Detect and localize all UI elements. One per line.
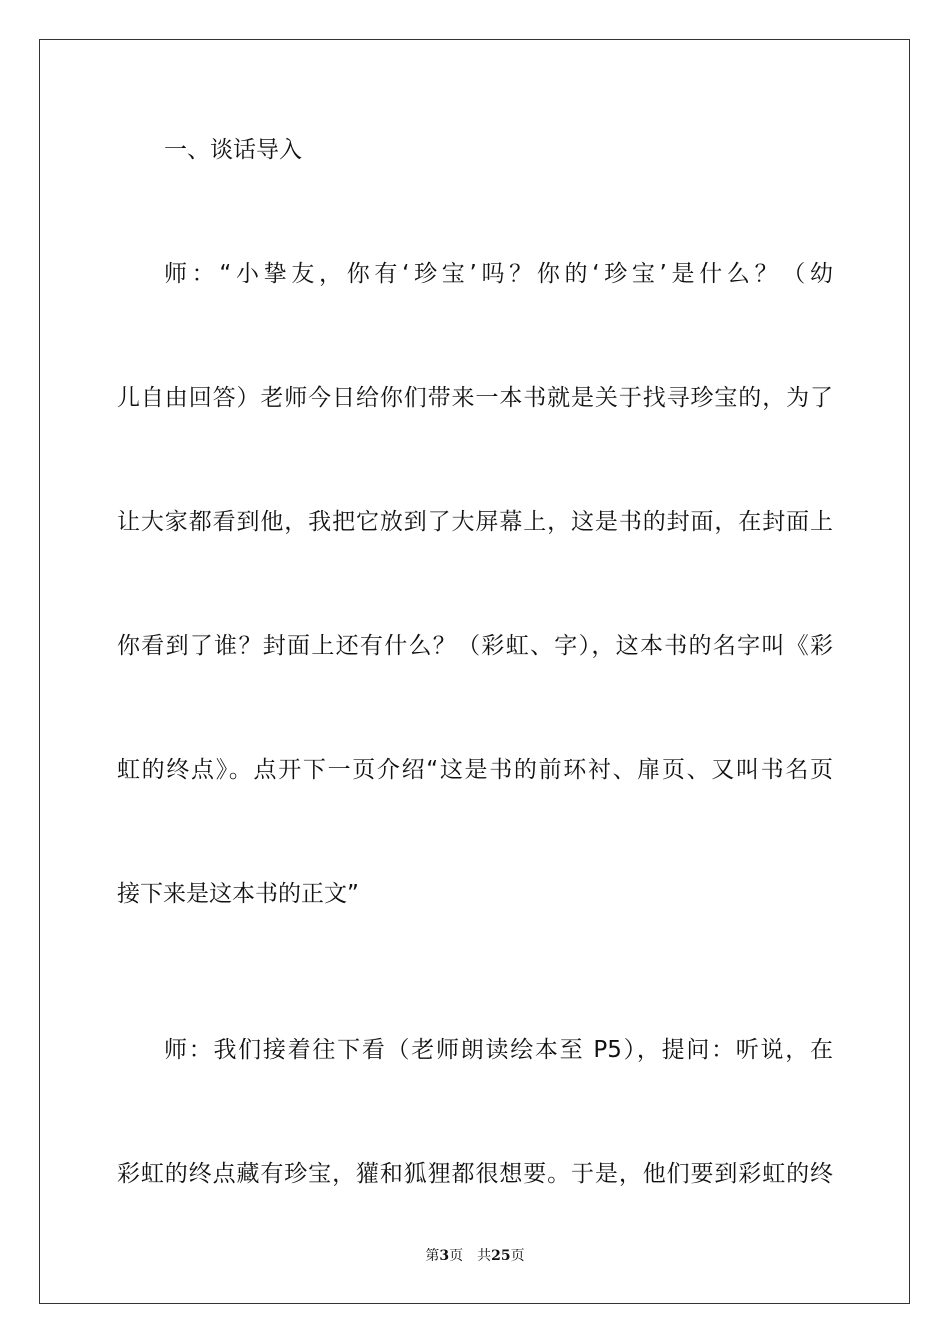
page-footer (0, 1246, 950, 1266)
paragraph-line: 你看到了谁？封面上还有什么？（彩虹、字），这本书的名字叫《彩 (117, 633, 833, 659)
page-suffix: 页 (449, 1248, 464, 1264)
paragraph-line: 师：我们接着往下看（老师朗读绘本至 P5），提问：听说，在 (164, 1037, 833, 1063)
paragraph-line: 彩虹的终点藏有珍宝，獾和狐狸都很想要。于是，他们要到彩虹的终 (117, 1161, 833, 1187)
page-prefix: 第 (425, 1248, 440, 1264)
paragraph-line: 让大家都看到他，我把它放到了大屏幕上，这是书的封面，在封面上 (117, 509, 833, 535)
total-suffix: 页 (510, 1248, 525, 1264)
page-number: 3 (439, 1248, 450, 1264)
paragraph-line: 师：“小挚友，你有‘珍宝’吗？你的‘珍宝’是什么？（幼 (164, 261, 833, 287)
section-heading: 一、谈话导入 (164, 137, 302, 163)
paragraph-line: 接下来是这本书的正文” (117, 881, 359, 907)
paragraph-line: 儿自由回答）老师今日给你们带来一本书就是关于找寻珍宝的，为了 (117, 385, 833, 411)
page-total: 25 (491, 1248, 511, 1264)
page-border (39, 39, 910, 1304)
paragraph-line: 虹的终点》。点开下一页介绍“这是书的前环衬、扉页、又叫书名页 (117, 757, 833, 783)
total-prefix: 共 (477, 1248, 492, 1264)
